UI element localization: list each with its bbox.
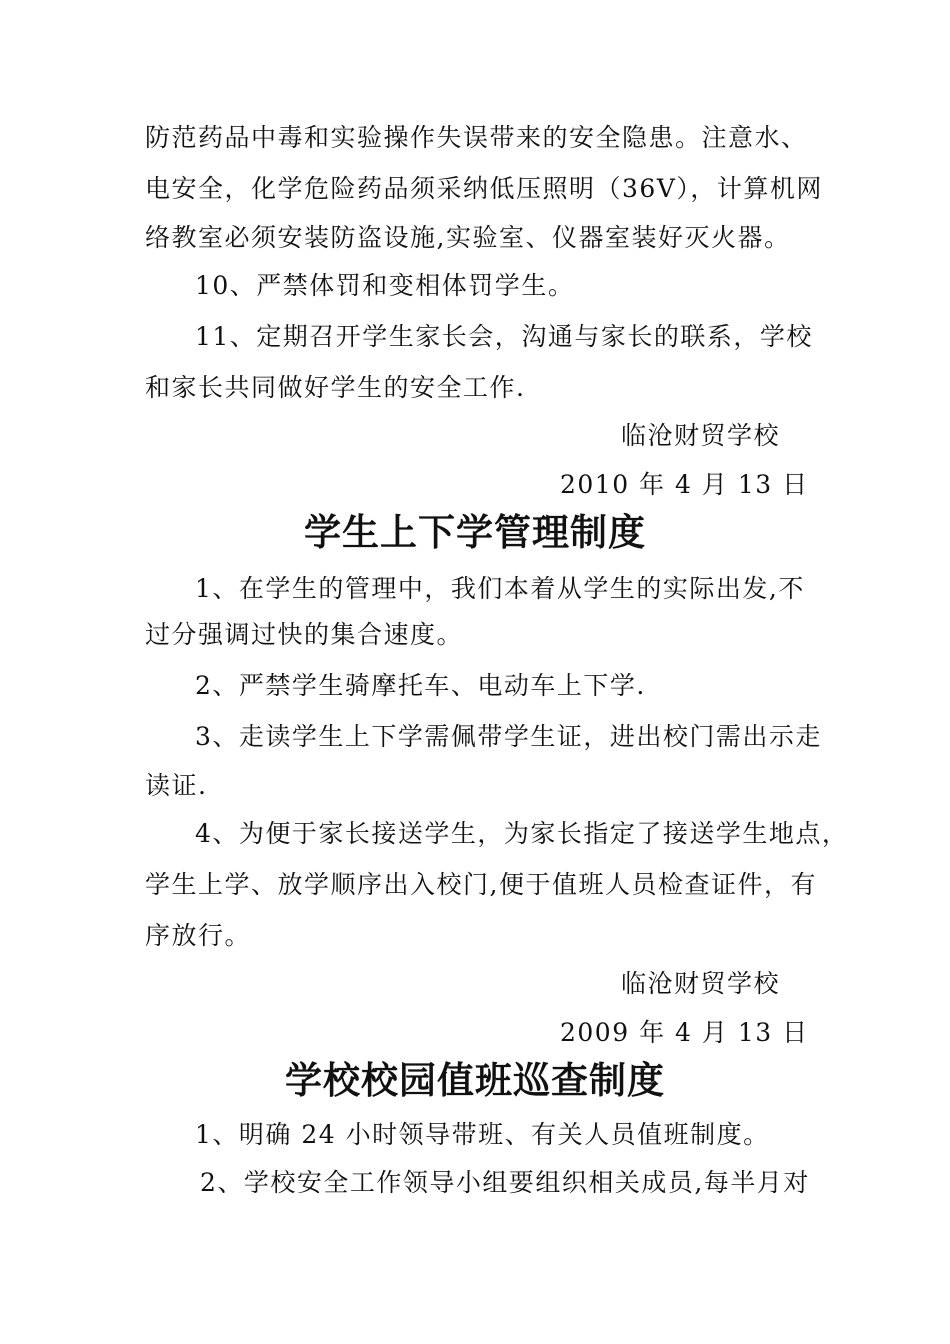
paragraph-line: 和家长共同做好学生的安全工作. bbox=[145, 373, 526, 402]
date-line: 2010 年 4 月 13 日 bbox=[560, 470, 809, 499]
paragraph-line: 10、严禁体罚和变相体罚学生。 bbox=[195, 271, 575, 300]
signature: 临沧财贸学校 bbox=[620, 421, 780, 450]
signature: 临沧财贸学校 bbox=[620, 969, 780, 998]
paragraph-line: 2、严禁学生骑摩托车、电动车上下学. bbox=[195, 671, 646, 700]
paragraph-line: 电安全，化学危险药品须采纳低压照明（36V），计算机网 bbox=[145, 174, 823, 203]
paragraph-line: 序放行。 bbox=[145, 921, 252, 950]
paragraph-line: 1、明确 24 小时领导带班、有关人员值班制度。 bbox=[195, 1120, 770, 1149]
paragraph-line: 4、为便于家长接送学生，为家长指定了接送学生地点， bbox=[195, 819, 849, 848]
paragraph-line: 2、学校安全工作领导小组要组织相关成员,每半月对 bbox=[200, 1168, 810, 1197]
paragraph-line: 过分强调过快的集合速度。 bbox=[145, 620, 464, 649]
paragraph-line: 1、在学生的管理中，我们本着从学生的实际出发,不 bbox=[195, 574, 805, 603]
paragraph-line: 学生上学、放学顺序出入校门,便于值班人员检查证件，有 bbox=[145, 870, 817, 899]
section-title: 学校校园值班巡查制度 bbox=[285, 1058, 665, 1102]
section-title: 学生上下学管理制度 bbox=[304, 510, 646, 554]
paragraph-line: 络教室必须安装防盗设施,实验室、仪器室装好灭火器。 bbox=[145, 223, 791, 252]
paragraph-line: 3、走读学生上下学需佩带学生证，进出校门需出示走 bbox=[195, 722, 822, 751]
date-line: 2009 年 4 月 13 日 bbox=[560, 1018, 809, 1047]
paragraph-line: 读证. bbox=[145, 771, 208, 800]
paragraph-line: 11、定期召开学生家长会，沟通与家长的联系，学校 bbox=[195, 322, 813, 351]
paragraph-line: 防范药品中毒和实验操作失误带来的安全隐患。注意水、 bbox=[145, 123, 808, 152]
